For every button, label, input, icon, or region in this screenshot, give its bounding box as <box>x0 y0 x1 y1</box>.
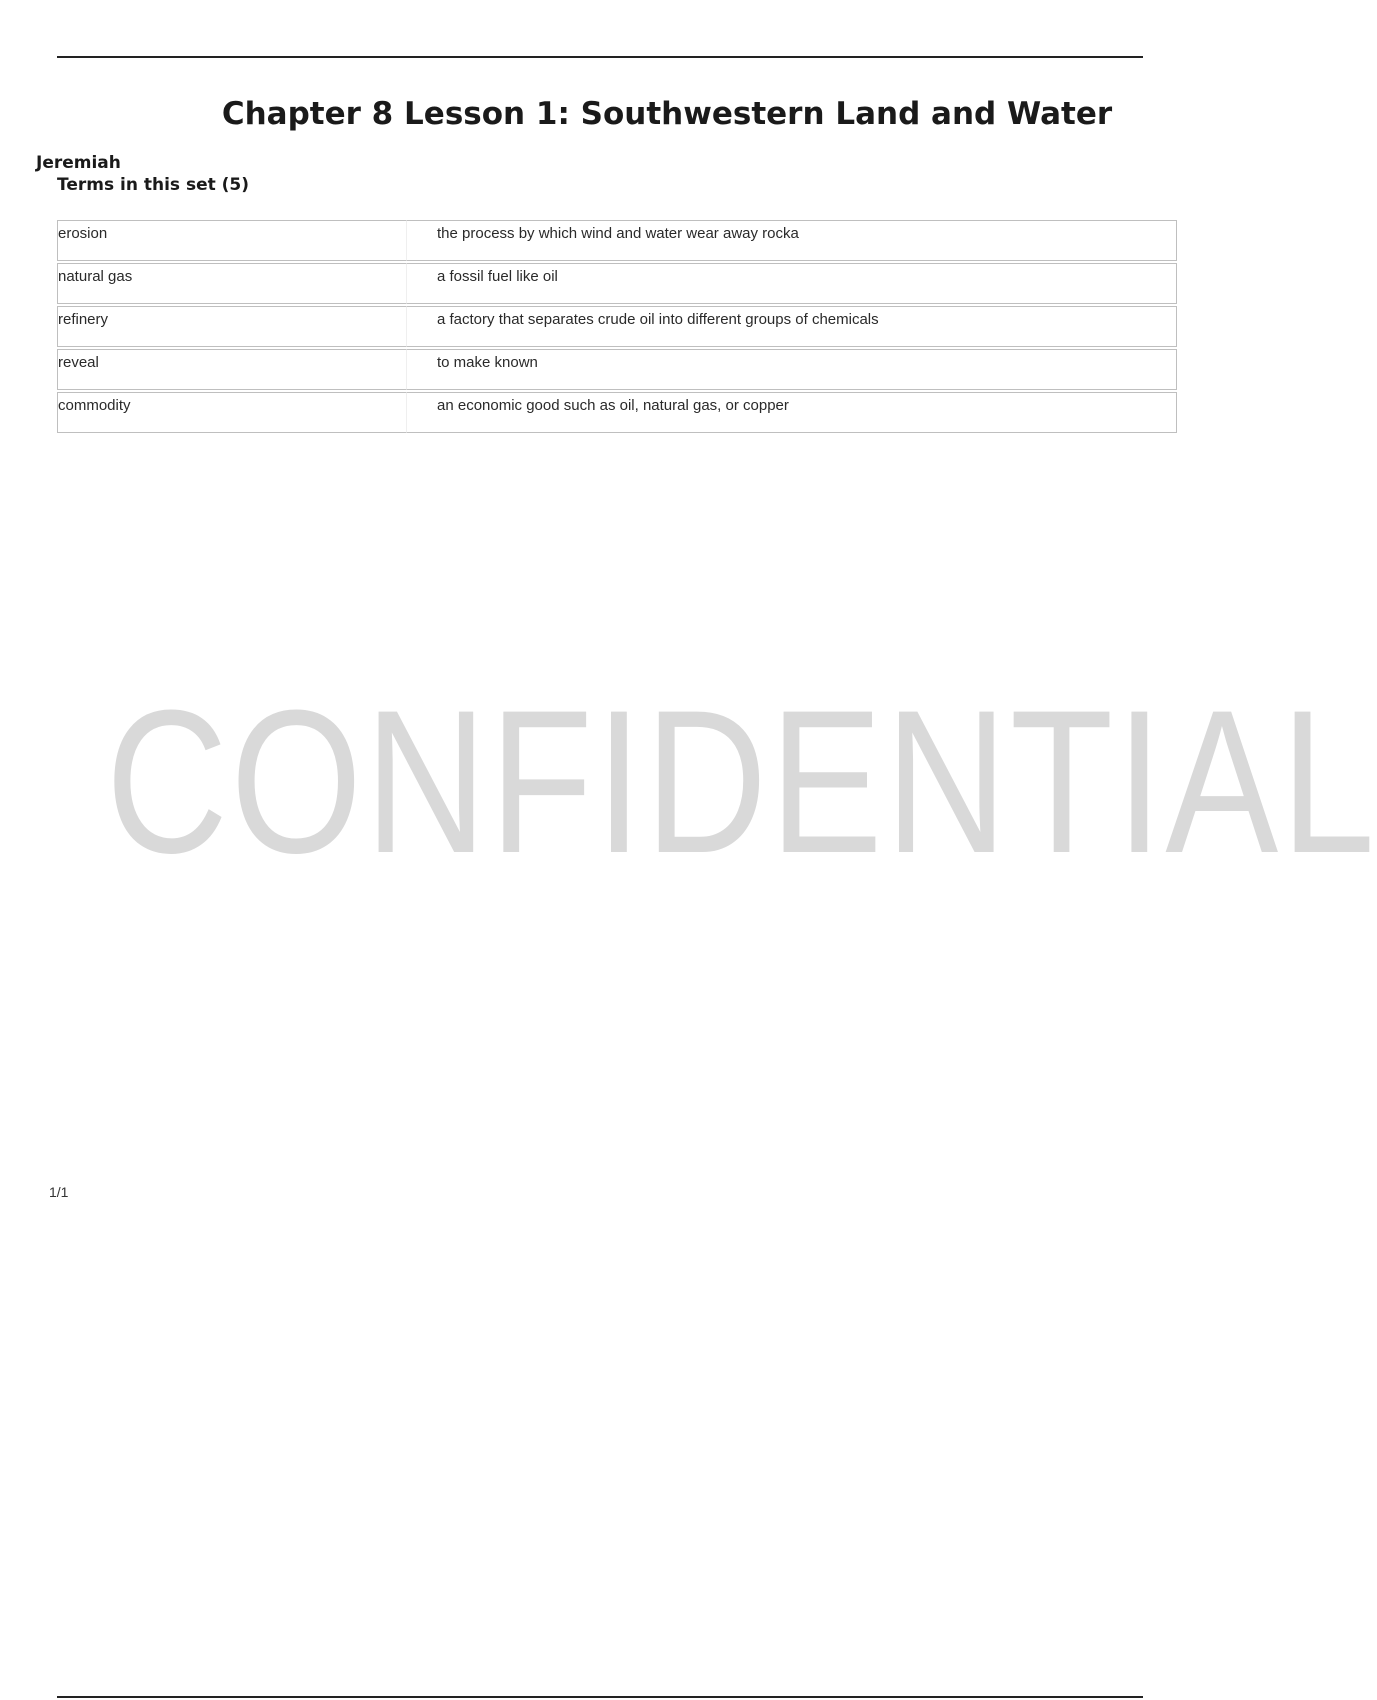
table-row <box>57 263 1177 304</box>
definition-cell: to make known <box>407 349 1177 390</box>
top-rule <box>57 56 1143 58</box>
table-row <box>57 306 1177 347</box>
term-cell: natural gas <box>57 263 407 304</box>
definition-cell: the process by which wind and water wear away rocka <box>407 220 1177 261</box>
definition-cell: a fossil fuel like oil <box>407 263 1177 304</box>
definition-cell: a factory that separates crude oil into different groups of chemicals <box>407 306 1177 347</box>
term-cell: commodity <box>57 392 407 433</box>
terms-table <box>57 218 1177 435</box>
definition-cell: an economic good such as oil, natural gas, or copper <box>407 392 1177 433</box>
confidential-watermark: CONFIDENTIAL <box>105 668 1377 896</box>
term-cell: refinery <box>57 306 407 347</box>
author-name: Jeremiah <box>36 153 121 173</box>
table-row <box>57 349 1177 390</box>
table-row <box>57 392 1177 433</box>
terms-count-heading: Terms in this set (5) <box>57 175 250 195</box>
term-cell: reveal <box>57 349 407 390</box>
bottom-rule <box>57 1696 1143 1698</box>
table-row <box>57 220 1177 261</box>
page-title: Chapter 8 Lesson 1: Southwestern Land and Water <box>221 96 1113 132</box>
page-number: 1/1 <box>49 1184 69 1200</box>
term-cell: erosion <box>57 220 407 261</box>
